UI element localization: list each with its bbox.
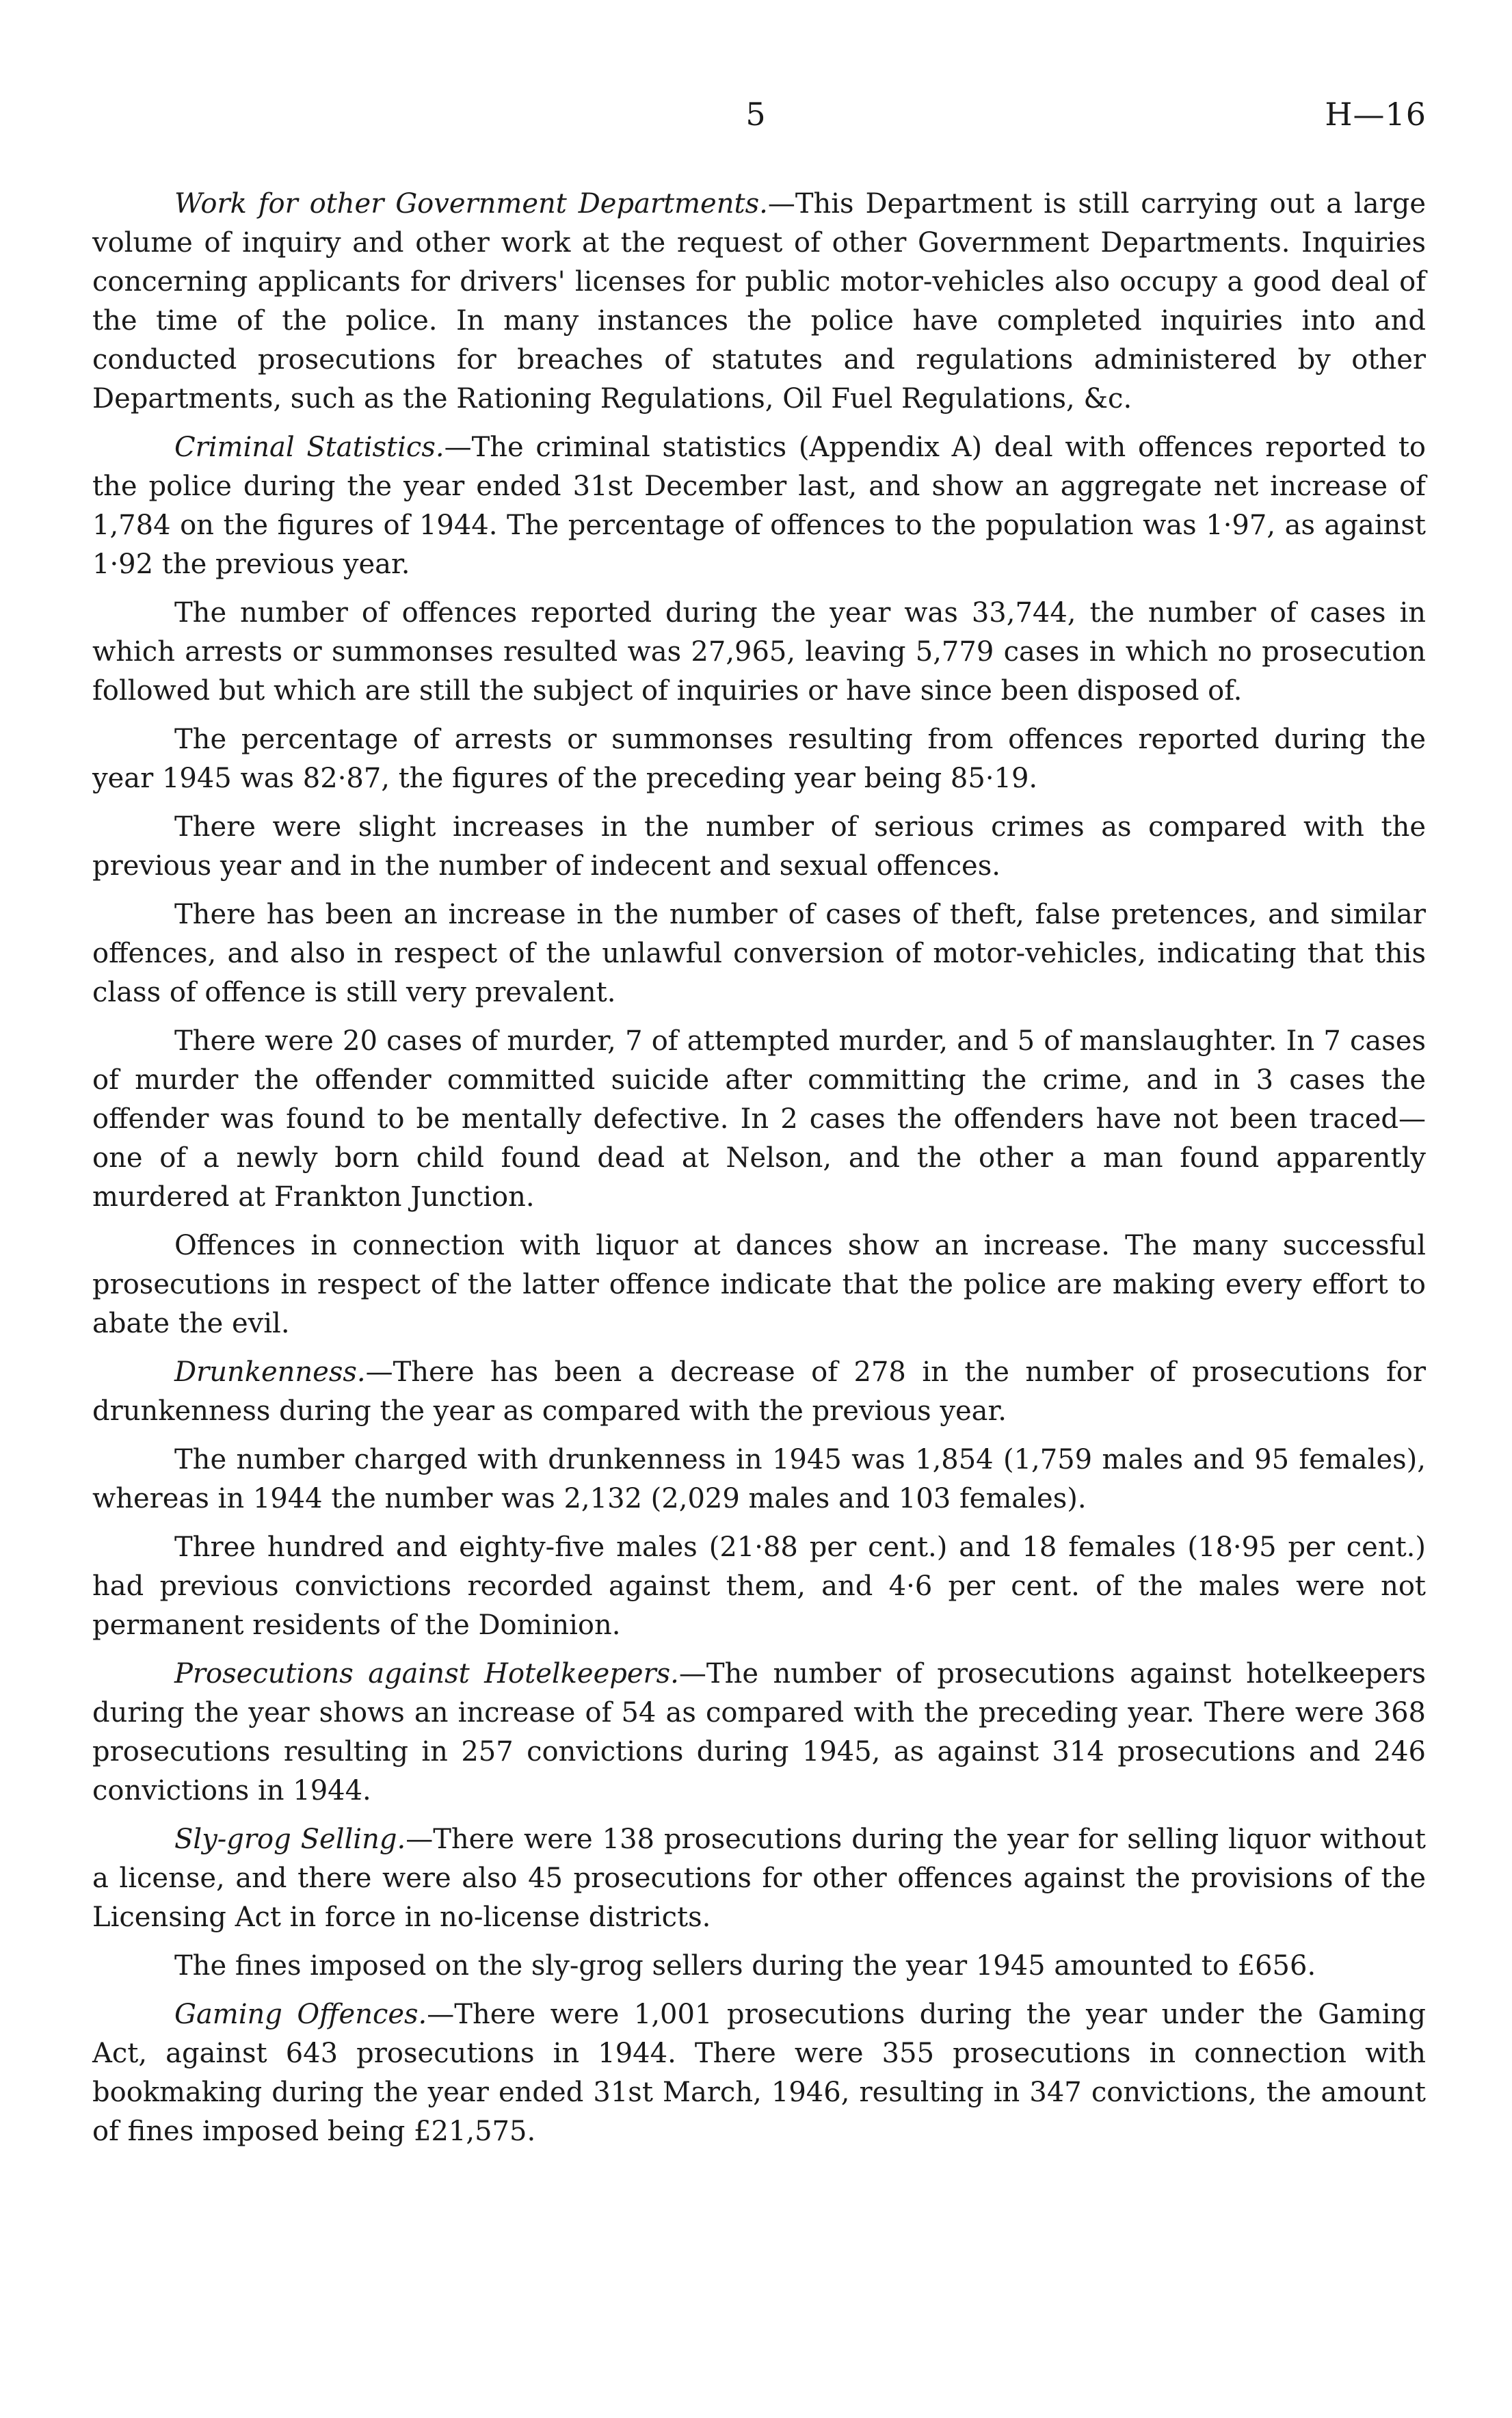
paragraph-serious-crimes xyxy=(92,808,1426,886)
section-heading: Drunkenness. xyxy=(174,1356,366,1388)
paragraph-drunkenness-numbers xyxy=(92,1441,1426,1519)
paragraph-text: Three hundred and eighty-five males (21·88 per cent.) and 18 females (18·95 per cent.) had previous convictions recorded against them, and 4·6 per cent. of the males were not permanent residents of the Dominion. xyxy=(92,1532,1426,1641)
paragraph-text: There has been an increase in the number of cases of theft, false pretences, and similar offences, and also in respect of the unlawful conversion of motor-vehicles, indicating that this class of offence is still very prevalent. xyxy=(92,899,1426,1008)
paragraph-sly-grog xyxy=(92,1820,1426,1937)
paragraph-text: —The number of prosecutions against hotelkeepers during the year shows an increase of 54 as compared with the preceding year. There were 368 prosecutions resulting in 257 convictions during 1945, as against 314 prosecutions and 246 convictions in 1944. xyxy=(92,1658,1426,1806)
paragraph-text: —The criminal statistics (Appendix A) deal with offences reported to the police during the year ended 31st December last, and show an aggregate net increase of 1,784 on the figures of 1944. The percentage of offences to the population was 1·97, as against 1·92 the previous year. xyxy=(92,432,1426,580)
paragraph-text: —There were 138 prosecutions during the year for selling liquor without a license, and there were also 45 prosecutions for other offences against the provisions of the Licensing Act in force in no-license districts. xyxy=(92,1824,1426,1933)
paragraph-text: —There has been a decrease of 278 in the number of prosecutions for drunkenness during the year as compared with the previous year. xyxy=(92,1356,1426,1427)
paragraph-text: There were 20 cases of murder, 7 of attempted murder, and 5 of manslaughter. In 7 cases of murder the offender committed suicide after committing the crime, and in 3 cases the offender was found to be mentally defective. In 2 cases the offenders have not been traced—one of a newly born child found dead at Nelson, and the other a man found apparently murdered at Frankton Junction. xyxy=(92,1025,1426,1213)
paragraph-text: —This Department is still carrying out a large volume of inquiry and other work at the request of other Government Departments. Inquiries concerning applicants for drivers' licenses for public motor-vehicles also occupy a good deal of the time of the police. In many instances the police have completed inquiries into and conducted prosecutions for breaches of statutes and regulations administered by other Departments, such as the Rationing Regulations, Oil Fuel Regulations, &c. xyxy=(92,188,1426,415)
section-heading: Sly-grog Selling. xyxy=(174,1824,406,1855)
page-header xyxy=(0,96,1512,144)
section-heading: Work for other Government Departments. xyxy=(174,188,768,220)
paragraph-text: The number charged with drunkenness in 1945 was 1,854 (1,759 males and 95 females), whereas in 1944 the number was 2,132 (2,029 males and 103 females). xyxy=(92,1444,1426,1514)
paragraph-theft xyxy=(92,895,1426,1012)
paragraph-criminal-statistics xyxy=(92,428,1426,584)
paragraph-text: —There were 1,001 prosecutions during the year under the Gaming Act, against 643 prosecutions in 1944. There were 355 prosecutions in connection with bookmaking during the year ended 31st March, 1946, resulting in 347 convictions, the amount of fines imposed being £21,575. xyxy=(92,1999,1426,2147)
paragraph-text: The number of offences reported during the year was 33,744, the number of cases in which arrests or summonses resulted was 27,965, leaving 5,779 cases in which no prosecution followed but which are still the subject of inquiries or have since been disposed of. xyxy=(92,597,1426,707)
paragraph-murder xyxy=(92,1022,1426,1217)
paragraph-drunkenness xyxy=(92,1353,1426,1431)
paragraph-text: The fines imposed on the sly-grog sellers during the year 1945 amounted to £656. xyxy=(174,1950,1316,1982)
paragraph-text: There were slight increases in the number of serious crimes as compared with the previous year and in the number of indecent and sexual offences. xyxy=(92,811,1426,882)
paragraph-offences-reported xyxy=(92,594,1426,711)
paragraph-previous-convictions xyxy=(92,1528,1426,1645)
paragraph-arrest-percentage xyxy=(92,720,1426,798)
page-reference: H—16 xyxy=(1325,96,1427,133)
document-body xyxy=(92,185,1426,2161)
section-heading: Gaming Offences. xyxy=(174,1999,427,2030)
paragraph-text: The percentage of arrests or summonses resulting from offences reported during the year 1945 was 82·87, the figures of the preceding year being 85·19. xyxy=(92,724,1426,794)
page-number: 5 xyxy=(745,96,766,133)
paragraph-liquor-at-dances xyxy=(92,1226,1426,1343)
section-heading: Criminal Statistics. xyxy=(174,432,445,463)
paragraph-gaming xyxy=(92,1995,1426,2151)
paragraph-hotelkeepers xyxy=(92,1655,1426,1811)
paragraph-sly-grog-fines xyxy=(92,1947,1426,1986)
section-heading: Prosecutions against Hotelkeepers. xyxy=(174,1658,679,1690)
paragraph-work-for-other-departments xyxy=(92,185,1426,419)
paragraph-text: Offences in connection with liquor at dances show an increase. The many successful prosecutions in respect of the latter offence indicate that the police are making every effort to abate the evil. xyxy=(92,1230,1426,1339)
